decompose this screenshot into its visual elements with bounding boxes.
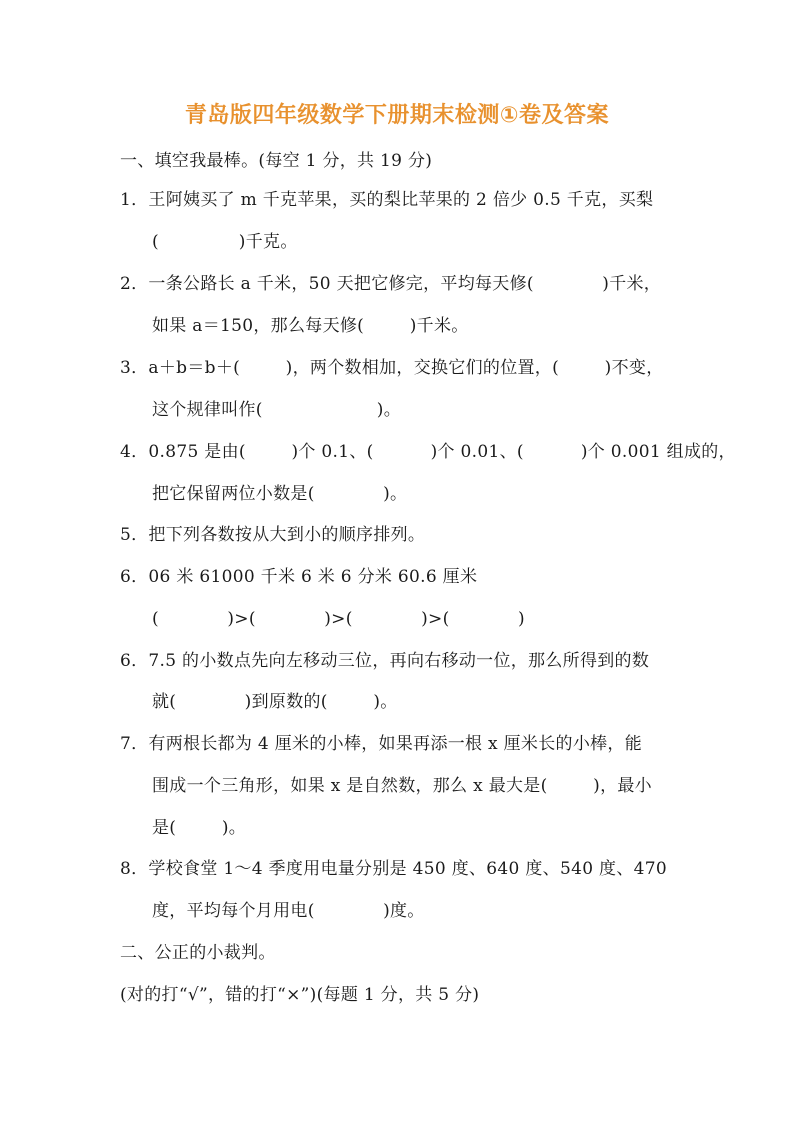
section-1-heading: 一、填空我最棒。(每空 1 分，共 19 分) [120,151,433,171]
question-6a-blanks: ( )>( )>( )>( ) [152,609,525,629]
section-2-instructions: (对的打“√”，错的打“×”)(每题 1 分，共 5 分) [120,985,480,1005]
question-2-cont: 如果 a＝150，那么每天修( )千米。 [152,316,469,336]
question-4-cont: 把它保留两位小数是( )。 [152,484,408,504]
question-6b: 6．7.5 的小数点先向左移动三位，再向右移动一位，那么所得到的数 [120,651,650,671]
question-6a: 6．06 米 61000 千米 6 米 6 分米 60.6 厘米 [120,567,478,587]
page-title: 青岛版四年级数学下册期末检测①卷及答案 [184,103,610,128]
question-2: 2．一条公路长 a 千米，50 天把它修完，平均每天修( )千米， [120,274,662,294]
question-7: 7．有两根长都为 4 厘米的小棒，如果再添一根 x 厘米长的小棒，能 [120,734,643,754]
question-7-cont2: 是( )。 [152,818,247,838]
section-2-heading: 二、公正的小裁判。 [120,943,276,963]
question-3-cont: 这个规律叫作( )。 [152,400,402,420]
question-1: 1．王阿姨买了 m 千克苹果，买的梨比苹果的 2 倍少 0.5 千克，买梨 [120,190,654,210]
question-3: 3．a＋b＝b＋( )，两个数相加，交换它们的位置，( )不变， [120,358,664,378]
question-6b-cont: 就( )到原数的( )。 [152,692,398,712]
question-7-cont: 围成一个三角形，如果 x 是自然数，那么 x 最大是( )，最小 [152,776,652,796]
question-4: 4．0.875 是由( )个 0.1、( )个 0.01、( )个 0.001 组成的， [120,442,736,462]
question-5: 5．把下列各数按从大到小的顺序排列。 [120,525,426,545]
question-8: 8．学校食堂 1～4 季度用电量分别是 450 度、640 度、540 度、470 [120,859,667,879]
question-8-cont: 度，平均每个月用电( )度。 [152,901,425,921]
question-1-cont: ( )千克。 [152,232,298,252]
